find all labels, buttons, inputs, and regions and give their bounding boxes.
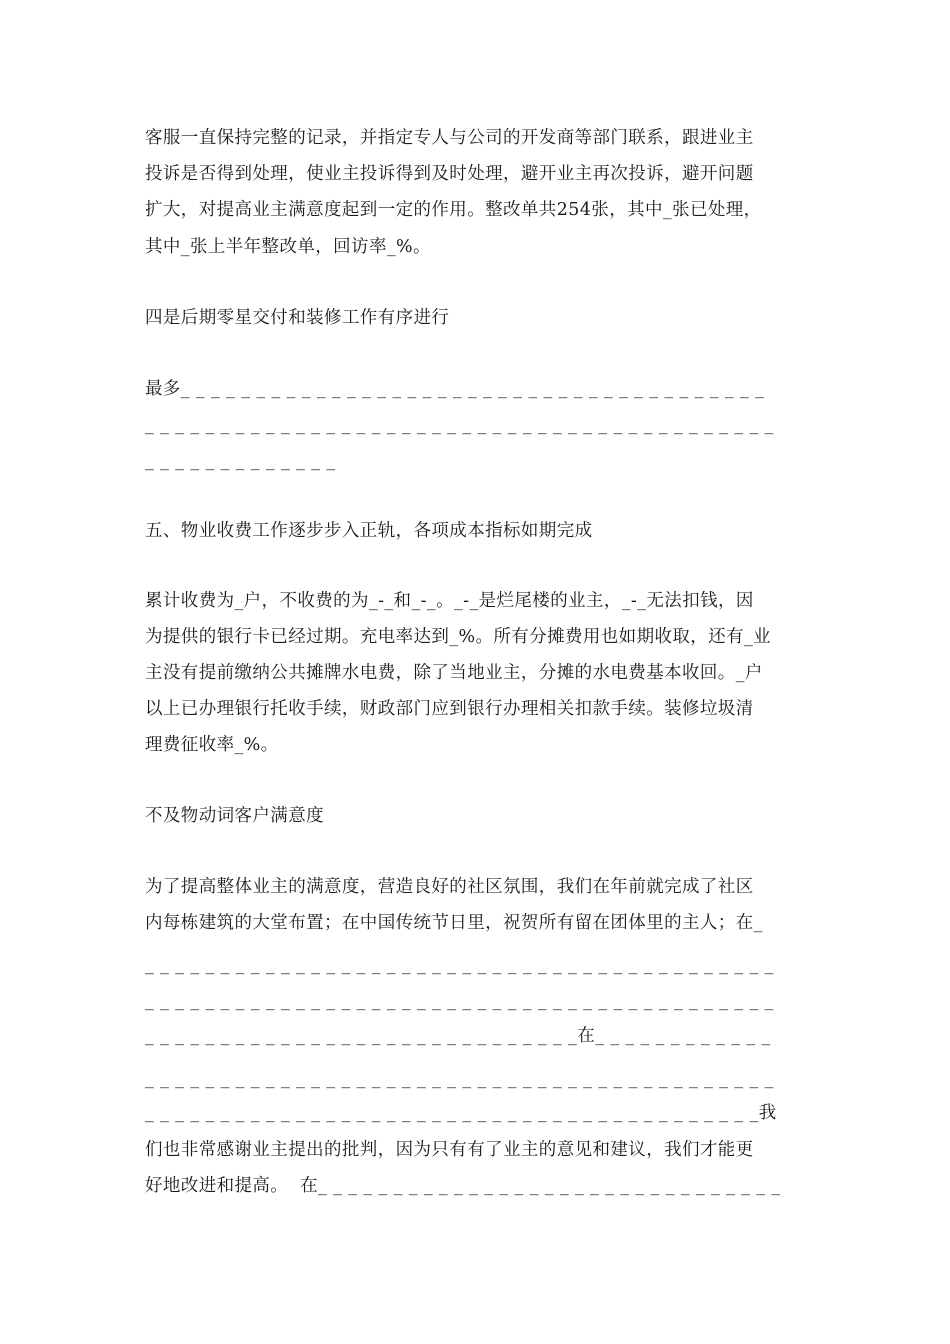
blank-line: _ _ _ _ _ _ _ _ _ _ _ _ _ (145, 451, 336, 471)
blank-line: _ _ _ _ _ _ _ _ _ _ _ _ _ _ _ _ _ _ _ _ _ _ _ _ _ _ _ _ _ _ _ _ _ _ _ _ _ _ _ _ _ _ (145, 991, 774, 1011)
text-line: 为了提高整体业主的满意度，营造良好的社区氛围，我们在年前就完成了社区 (145, 877, 754, 897)
section-heading: 四是后期零星交付和装修工作有序进行 (145, 308, 450, 328)
blank-line: _ _ _ _ _ _ _ _ _ _ _ _ _ _ _ _ _ _ _ _ _ _ _ _ _ _ _ _ _ _ _ _ _ _ _ _ _ _ _ _ _ _ (145, 415, 774, 435)
text-line: 最多_ _ _ _ _ _ _ _ _ _ _ _ _ _ _ _ _ _ _ _ _ _ _ _ _ _ _ _ _ _ _ _ _ _ _ _ _ _ _ (145, 379, 765, 399)
blank-line: _ _ _ _ _ _ _ _ _ _ _ _ _ _ _ _ _ _ _ _ _ _ _ _ _ _ _ _ _ _ _ _ _ _ _ _ _ _ _ _ _我 (145, 1103, 777, 1123)
text-line: 主没有提前缴纳公共摊牌水电费，除了当地业主，分摊的水电费基本收回。_户 (145, 663, 763, 683)
section-heading: 五、物业收费工作逐步步入正轨，各项成本指标如期完成 (145, 521, 593, 541)
text-line: 理费征收率_%。 (145, 735, 279, 755)
blank-line: _ _ _ _ _ _ _ _ _ _ _ _ _ _ _ _ _ _ _ _ _ _ _ _ _ _ _ _ _ _ _ _ _ _ _ _ _ _ _ _ _ _ (145, 1069, 774, 1089)
text-line: 扩大，对提高业主满意度起到一定的作用。整改单共254张，其中_张已处理， (145, 200, 762, 220)
blank-line: _ _ _ _ _ _ _ _ _ _ _ _ _ _ _ _ _ _ _ _ _ _ _ _ _ _ _ _ _在_ _ _ _ _ _ _ _ _ _ _ _ (145, 1026, 771, 1046)
text-line: 累计收费为_户，不收费的为_-_和_-_。_-_是烂尾楼的业主，_-_无法扣钱，因 (145, 591, 754, 611)
text-line: 为提供的银行卡已经过期。充电率达到_%。所有分摊费用也如期收取，还有_业 (145, 627, 772, 647)
text-line: 内每栋建筑的大堂布置；在中国传统节日里，祝贺所有留在团体里的主人；在_ (145, 913, 763, 933)
text-line: 投诉是否得到处理，使业主投诉得到及时处理，避开业主再次投诉，避开问题 (145, 164, 754, 184)
text-line: 其中_张上半年整改单，回访率_%。 (145, 237, 431, 257)
text-line: 客服一直保持完整的记录，并指定专人与公司的开发商等部门联系，跟进业主 (145, 128, 754, 148)
blank-line: _ _ _ _ _ _ _ _ _ _ _ _ _ _ _ _ _ _ _ _ _ _ _ _ _ _ _ _ _ _ _ _ _ _ _ _ _ _ _ _ _ _ (145, 955, 774, 975)
section-heading: 不及物动词客户满意度 (145, 806, 324, 826)
text-line: 们也非常感谢业主提出的批判，因为只有有了业主的意见和建议，我们才能更 (145, 1140, 754, 1160)
text-line: 以上已办理银行托收手续，财政部门应到银行办理相关扣款手续。装修垃圾清 (145, 699, 754, 719)
text-line: 好地改进和提高。 在_ _ _ _ _ _ _ _ _ _ _ _ _ _ _ _ _ _ _ _ _ _ _ _ _ _ _ _ _ _ _ (145, 1176, 781, 1196)
